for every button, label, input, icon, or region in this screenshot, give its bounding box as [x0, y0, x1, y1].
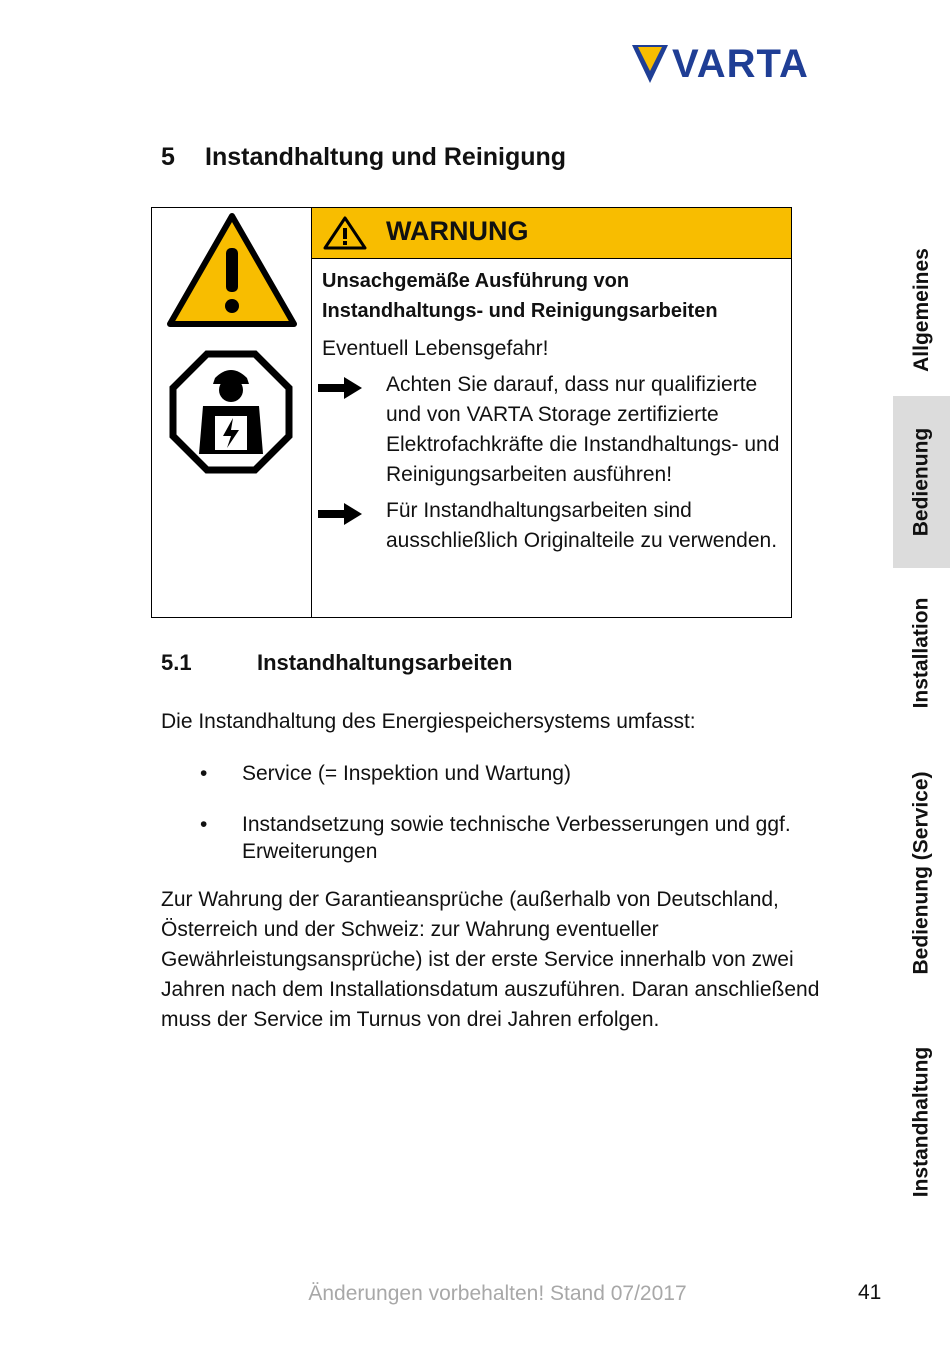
warning-symbols: [152, 208, 312, 617]
tab-label: Bedienung: [909, 427, 933, 537]
tab-allgemeines[interactable]: [893, 232, 950, 388]
varta-logo: [632, 44, 842, 84]
warning-triangle-icon: [322, 215, 368, 251]
tab-label: Allgemeines: [909, 248, 933, 372]
right-arrow-icon: [318, 377, 362, 399]
varta-logo-icon: [632, 45, 668, 83]
warning-danger: Eventuell Lebensgefahr!: [322, 337, 549, 360]
warning-instruction: [322, 496, 781, 556]
intro-text: Die Instandhaltung des Energiespeichersystems umfasst:: [161, 710, 696, 733]
list-item: [200, 811, 852, 865]
bullet-dot: •: [200, 813, 208, 836]
warning-body: [322, 266, 781, 556]
section-heading: [161, 143, 566, 172]
subsection-number: 5.1: [161, 650, 192, 675]
warning-header: [312, 208, 791, 259]
chapter-tabs: [893, 0, 950, 1346]
tab-bedienung-service[interactable]: [893, 745, 950, 1001]
tab-instandhaltung[interactable]: [893, 1022, 950, 1222]
tab-bedienung[interactable]: [893, 396, 950, 568]
warning-title-line: Unsachgemäße Ausführung von: [322, 270, 630, 292]
section-number: 5: [161, 143, 175, 171]
warning-instruction: [322, 370, 781, 490]
subsection-title: Instandhaltungsarbeiten: [257, 650, 513, 675]
warning-title-line: Instandhaltungs- und Reinigungsarbeiten: [322, 300, 718, 322]
warning-instruction-text: Achten Sie darauf, dass nur qualifizierte und von VARTA Storage zertifizierte Elektrofachkräfte die Instandhaltungs- und Reinigungsarbeiten ausführen!: [386, 373, 780, 486]
tab-label: Bedienung (Service): [909, 771, 933, 975]
qualified-electrician-icon: [169, 350, 293, 474]
tab-label: Installation: [909, 597, 933, 709]
warning-instruction-text: Für Instandhaltungsarbeiten sind ausschließlich Originalteile zu verwenden.: [386, 499, 778, 552]
warning-box: [151, 207, 792, 618]
subsection-heading: [161, 650, 512, 676]
right-arrow-icon: [318, 503, 362, 525]
page-number: 41: [858, 1281, 882, 1304]
warning-label: WARNUNG: [386, 216, 529, 246]
list-item-text: Instandsetzung sowie technische Verbesserungen und ggf. Erweiterungen: [242, 813, 791, 863]
warning-triangle-icon: [166, 212, 298, 328]
brand-name: VARTA: [672, 42, 809, 86]
tab-label: Instandhaltung: [909, 1046, 933, 1198]
tab-installation[interactable]: [893, 578, 950, 728]
bullet-dot: •: [200, 762, 208, 785]
warning-title: [322, 266, 781, 326]
footer-note: Änderungen vorbehalten! Stand 07/2017: [308, 1282, 687, 1305]
section-title: Instandhaltung und Reinigung: [205, 143, 567, 171]
body-paragraph: Zur Wahrung der Garantieansprüche (außerhalb von Deutschland, Österreich und der Schweiz: zur Wahrung eventueller Gewährleistungsansprüche) ist der erste Service innerhalb von zwei Jahren nach dem Installationsdatum auszuführen. Daran anschließend muss der Service im Turnus von drei Jahren erfolgen.: [161, 888, 820, 1031]
list-item: [200, 760, 852, 787]
list-item-text: Service (= Inspektion und Wartung): [242, 762, 571, 785]
